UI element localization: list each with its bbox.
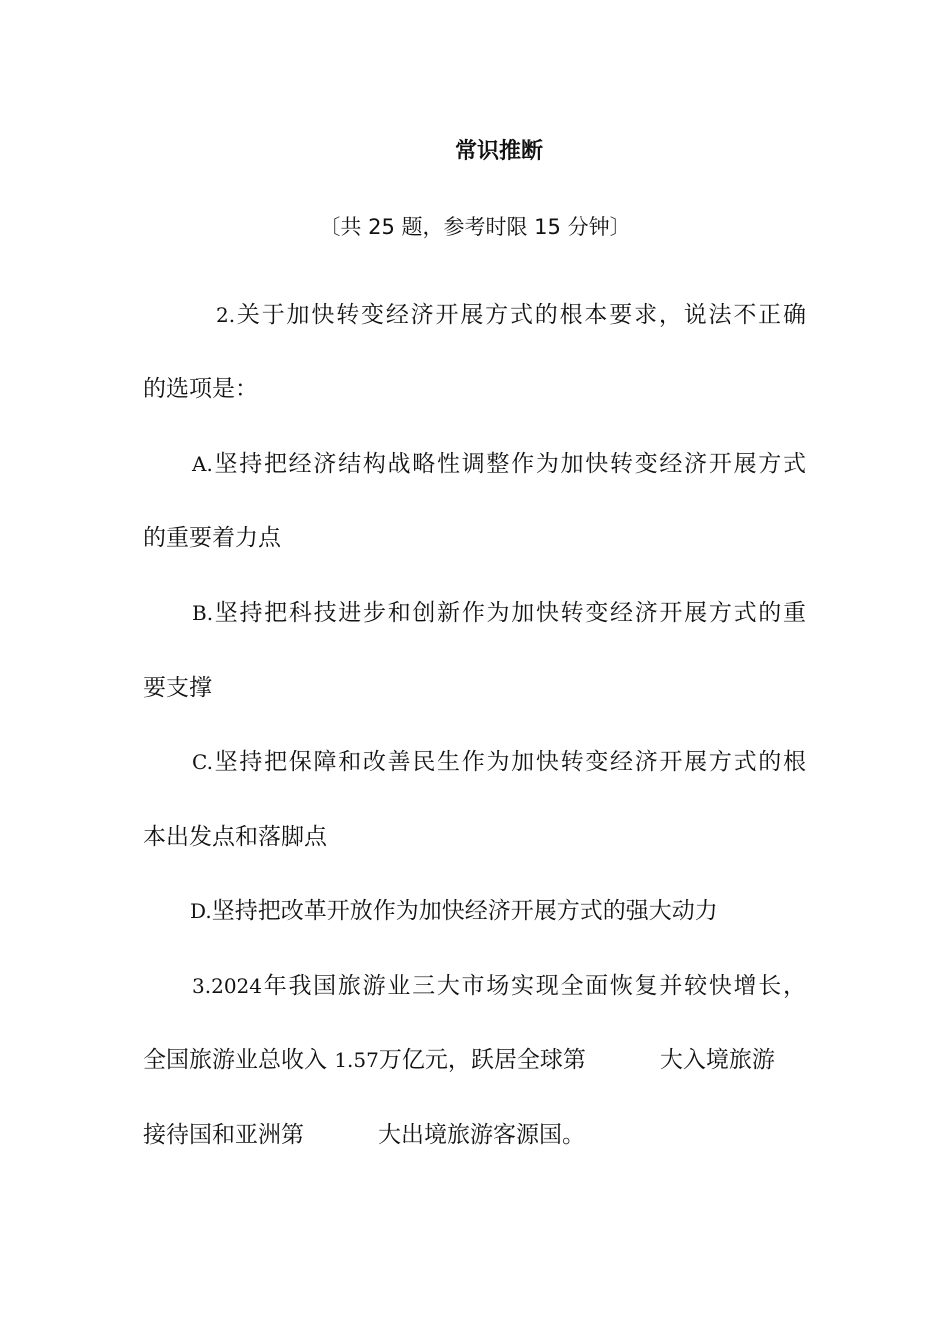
page-title: 常识推断 (454, 139, 543, 164)
option-b-line2: 要支撑 (143, 675, 212, 701)
option-c-letter: C. (192, 750, 213, 774)
page-subtitle: 〔共 25 题，参考时限 15 分钟〕 (319, 215, 631, 239)
question-3-line2-part-b: 万亿元，跃居全球第 (378, 1047, 586, 1073)
option-b-text: 坚持把科技进步和创新作为加快转变经济开展方式的重 (213, 600, 806, 626)
option-a-line2: 的重要着力点 (143, 525, 281, 551)
option-d-text: 坚持把改革开放作为加快经济开展方式的强大动力 (211, 898, 718, 924)
question-3-stem-line1 (192, 971, 806, 1001)
option-b-letter: B. (192, 601, 214, 625)
option-c-text: 坚持把保障和改善民生作为加快转变经济开展方式的根 (212, 749, 806, 775)
question-3-stem-line3 (143, 1120, 585, 1150)
option-a-text: 坚持把经济结构战略性调整作为加快转变经济开展方式 (212, 451, 806, 477)
question-3-line3-part-b: 大出境旅游客源国。 (378, 1122, 585, 1148)
question-3-stem-text: 年我国旅游业三大市场实现全面恢复并较快增长， (262, 973, 806, 999)
question-3-revenue-number: 1.57 (334, 1048, 379, 1072)
question-3-line3-part-a: 接待国和亚洲第 (143, 1122, 304, 1148)
question-2-stem-line1 (216, 300, 806, 330)
question-2-number: 2. (216, 303, 236, 327)
question-3-year: 2024 (211, 974, 262, 998)
question-2-stem-line2: 的选项是： (143, 376, 258, 402)
option-a-line1 (192, 449, 806, 479)
option-a-letter: A. (192, 452, 213, 476)
question-3-line2-part-c: 大入境旅游 (659, 1047, 775, 1073)
option-b-line1 (192, 598, 806, 628)
question-3-number: 3. (192, 974, 212, 998)
question-2-stem-text: 关于加快转变经济开展方式的根本要求，说法不正确 (235, 302, 806, 328)
option-d-line1 (190, 896, 718, 926)
option-c-line1 (192, 747, 806, 777)
question-3-line2-part-a: 全国旅游业总收入 (143, 1047, 327, 1073)
question-3-stem-line2 (143, 1045, 806, 1075)
option-d-letter: D. (190, 899, 212, 923)
option-c-line2: 本出发点和落脚点 (143, 824, 327, 850)
